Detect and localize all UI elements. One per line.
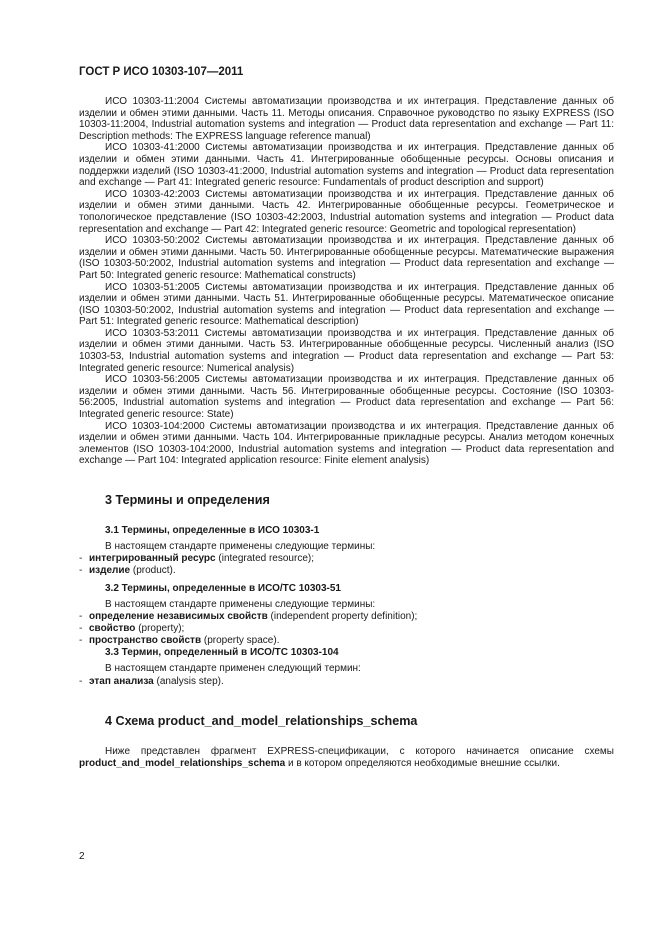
term-list-3-1 <box>79 553 614 577</box>
reference-item: ИСО 10303-53:2011 Системы автоматизации производства и их интеграция. Представление данных об изделии и обмен этими данными. Часть 53. Интегрированные обобщенные ресурсы. Численный анализ (ISO 10303-53, Industrial automation systems and integration — Product data representation and exchange — Part 53: Integrated generic resource: Numerical analysis) <box>79 327 614 374</box>
term-name: свойство <box>89 623 136 635</box>
reference-item: ИСО 10303-42:2003 Системы автоматизации производства и их интеграция. Представление данных об изделии и обмен этими данными. Часть 42. Интегрированные обобщенные ресурсы. Геометрическое и топологическое представление (ISO 10303-42:2003, Industrial automation systems and integration — Product data representation and exchange — Part 42: Integrated generic resource: Geometric and topological representation) <box>79 188 614 235</box>
reference-item: ИСО 10303-41:2000 Системы автоматизации производства и их интеграция. Представление данных об изделии и обмен этими данными. Часть 41. Интегрированные обобщенные ресурсы. Основы описания и поддержки изделий (ISO 10303-41:2000, Industrial automation systems and integration — Product data representation and exchange — Part 41: Integrated generic resource: Fundamentals of product description and support) <box>79 142 614 189</box>
reference-item: ИСО 10303-104:2000 Системы автоматизации производства и их интеграция. Представление данных об изделии и обмен этими данными. Часть 104. Интегрированные прикладные ресурсы. Анализ методом конечных элементов (ISO 10303-104:2000, Industrial automation systems and integration — Product data representation and exchange — Part 104: Integrated application resource: Finite element analysis) <box>79 420 614 467</box>
term-english: (integrated resource); <box>218 553 314 565</box>
term-english: (analysis step). <box>156 675 224 687</box>
subsection-3-1-heading: 3.1 Термины, определенные в ИСО 10303-1 <box>105 525 320 536</box>
normative-references <box>79 96 614 467</box>
term-name: пространство свойств <box>89 635 202 647</box>
reference-item: ИСО 10303-50:2002 Системы автоматизации производства и их интеграция. Представление данных об изделии и обмен этими данными. Часть 50. Интегрированные обобщенные ресурсы. Математические выражения (ISO 10303-50:2002, Industrial automation systems and integration — Product data representation and exchange — Part 50: Integrated generic resource: Mathematical constructs) <box>79 235 614 281</box>
section-4-heading: 4 Схема product_and_model_relationships_schema <box>105 713 418 728</box>
subsection-3-2-heading: 3.2 Термины, определенные в ИСО/ТС 10303-51 <box>105 582 341 594</box>
term-item: - определение независимых свойств (independent property definition); <box>79 610 418 622</box>
term-item: - изделие (product). <box>79 565 176 577</box>
page-content <box>79 96 614 771</box>
term-item: - пространство свойств (property space). <box>79 635 280 647</box>
document-header: ГОСТ Р ИСО 10303-107—2011 <box>79 66 244 78</box>
term-name: этап анализа <box>89 675 154 687</box>
subsection-3-1-intro: В настоящем стандарте применены следующие термины: <box>105 541 376 552</box>
subsection-3-2-intro: В настоящем стандарте применены следующие термины: <box>105 598 376 610</box>
subsection-3-3-intro: В настоящем стандарте применен следующий термин: <box>105 663 361 675</box>
section-3-heading: 3 Термины и определения <box>105 493 270 507</box>
term-english: (independent property definition); <box>270 610 418 622</box>
section-4-text-before: Ниже представлен фрагмент EXPRESS-спецификации, с которого начинается описание схемы <box>105 745 614 757</box>
section-4-text-after: и в котором определяются необходимые внешние ссылки. <box>287 758 560 770</box>
reference-item: ИСО 10303-11:2004 Системы автоматизации производства и их интеграция. Представление данных об изделии и обмен этими данными. Часть 11. Методы описания. Справочное руководство по языку EXPRESS (ISO 10303-11:2004, Industrial automation systems and integration — Product data representation and exchange — Part 11: Description methods: The EXPRESS language reference manual) <box>79 96 614 142</box>
term-name: определение независимых свойств <box>89 610 268 622</box>
term-item: - интегрированный ресурс (integrated resource); <box>79 553 314 565</box>
term-name: интегрированный ресурс <box>89 553 216 565</box>
term-item: - свойство (property); <box>79 623 185 635</box>
term-english: (property space). <box>203 635 280 647</box>
reference-item: ИСО 10303-51:2005 Системы автоматизации производства и их интеграция. Представление данных об изделии и обмен этими данными. Часть 51. Интегрированные обобщенные ресурсы. Математическое описание (ISO 10303-50:2002, Industrial automation systems and integration — Product data representation and exchange — Part 51: Integrated generic resource: Mathematical description) <box>79 281 614 328</box>
term-name: изделие <box>89 565 131 577</box>
section-4-paragraph <box>79 746 614 771</box>
term-english: (product). <box>132 565 176 577</box>
page-number: 2 <box>79 851 85 862</box>
term-list-3-2 <box>79 611 614 648</box>
schema-name: product_and_model_relationships_schema <box>79 758 286 770</box>
term-item: - этап анализа (analysis step). <box>79 675 224 687</box>
term-english: (property); <box>138 623 185 635</box>
reference-item: ИСО 10303-56:2005 Системы автоматизации производства и их интеграция. Представление данных об изделии и обмен этими данными. Часть 56. Интегрированные обобщенные ресурсы. Состояние (ISO 10303-56:2005, Industrial automation systems and integration — Product data representation and exchange — Part 56: Integrated generic resource: State) <box>79 374 614 421</box>
subsection-3-3-heading: 3.3 Термин, определенный в ИСО/ТС 10303-104 <box>105 647 339 659</box>
term-list-3-3 <box>79 676 614 688</box>
